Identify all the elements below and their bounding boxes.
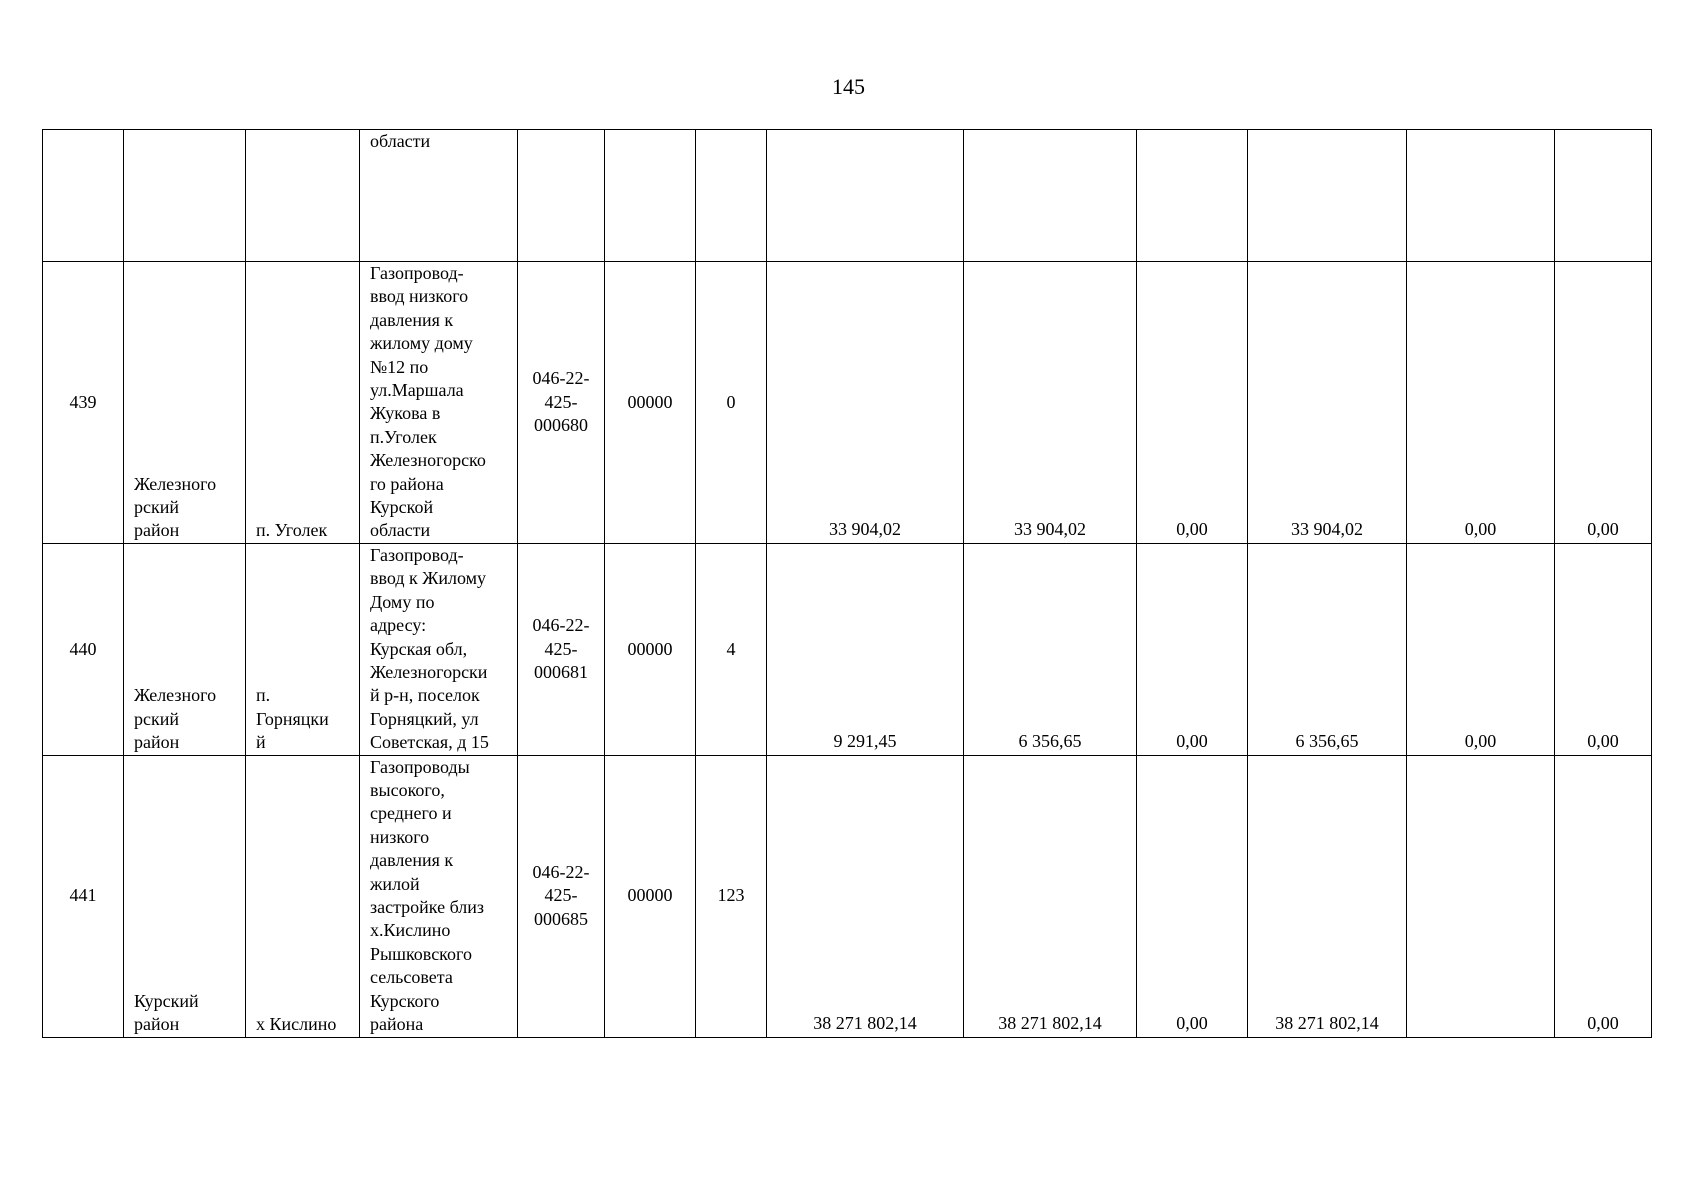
- object-name-text: Газопровод- ввод к Жилому Дому по адресу: Курская обл, Железногорски й р-н, поселок Горняцкий, ул Советская, д 15: [370, 544, 489, 753]
- cell-qty: [696, 755, 767, 1037]
- cell-object-name: [360, 755, 518, 1037]
- cell-district: [124, 262, 246, 544]
- amount-value: 0,00: [1176, 519, 1208, 540]
- cell-amount-3: [1137, 755, 1248, 1037]
- cadastral-code: 046-22- 425- 000680: [532, 368, 590, 436]
- table-row: [43, 262, 1652, 544]
- cell-amount-5: [1407, 130, 1555, 262]
- locality-text: п. Горняцки й: [256, 685, 329, 753]
- cell-amount-3: [1137, 262, 1248, 544]
- cell-amount-6: [1555, 543, 1652, 755]
- amount-value: 9 291,45: [833, 731, 897, 752]
- cadastral-code: 046-22- 425- 000681: [532, 615, 590, 682]
- cell-district: [124, 755, 246, 1037]
- cell-locality: [246, 755, 360, 1037]
- locality-text: п. Уголек: [256, 520, 328, 541]
- cell-zero-code: [605, 543, 696, 755]
- cell-locality: [246, 130, 360, 262]
- amount-value: 6 356,65: [1018, 731, 1082, 752]
- amount-value: 33 904,02: [1014, 519, 1086, 540]
- object-name-text: Газопроводы высокого, среднего и низкого давления к жилой застройке близ х.Кислино Рышковского сельсовета Курского района: [370, 756, 485, 1034]
- amount-value: 38 271 802,14: [813, 1013, 917, 1034]
- cell-amount-4: [1248, 262, 1407, 544]
- district-text: Курский район: [134, 990, 199, 1035]
- cell-qty: [696, 130, 767, 262]
- district-text: Железного рский район: [134, 685, 217, 753]
- cell-amount-1: [767, 262, 964, 544]
- cell-code: [518, 130, 605, 262]
- amount-value: 38 271 802,14: [998, 1013, 1102, 1034]
- cell-code: [518, 755, 605, 1037]
- cell-code: [518, 262, 605, 544]
- row-number: 439: [69, 391, 97, 412]
- cell-locality: [246, 262, 360, 544]
- cell-amount-1: [767, 543, 964, 755]
- cell-amount-3: [1137, 130, 1248, 262]
- cell-num: [43, 755, 124, 1037]
- table-row-continuation: [43, 130, 1652, 262]
- cell-locality: [246, 543, 360, 755]
- cell-amount-2: [964, 755, 1137, 1037]
- cell-amount-2: [964, 543, 1137, 755]
- zero-code: 00000: [627, 391, 673, 412]
- amount-value: 0,00: [1587, 1013, 1619, 1034]
- cell-amount-5: [1407, 262, 1555, 544]
- zero-code: 00000: [627, 638, 673, 659]
- cell-code: [518, 543, 605, 755]
- zero-code: 00000: [627, 885, 673, 906]
- amount-value: 33 904,02: [829, 519, 901, 540]
- cell-zero-code: [605, 262, 696, 544]
- cell-num: [43, 262, 124, 544]
- quantity: 123: [717, 885, 745, 906]
- cell-amount-5: [1407, 543, 1555, 755]
- district-text: Железного рский район: [134, 473, 217, 541]
- cell-qty: [696, 262, 767, 544]
- cell-amount-1: [767, 755, 964, 1037]
- amount-value: 38 271 802,14: [1275, 1013, 1379, 1034]
- cell-num: [43, 543, 124, 755]
- row-number: 440: [69, 638, 97, 659]
- amount-value: 0,00: [1464, 519, 1497, 540]
- cell-amount-2: [964, 130, 1137, 262]
- cell-num: [43, 130, 124, 262]
- amount-value: 0,00: [1176, 1013, 1208, 1034]
- cell-amount-6: [1555, 262, 1652, 544]
- amount-value: 6 356,65: [1295, 731, 1359, 752]
- object-name-text: Газопровод- ввод низкого давления к жилому дому №12 по ул.Маршала Жукова в п.Уголек Железногорско го района Курской области: [370, 263, 486, 541]
- cell-amount-2: [964, 262, 1137, 544]
- cell-amount-6: [1555, 130, 1652, 262]
- cell-amount-1: [767, 130, 964, 262]
- cell-object-name: [360, 130, 518, 262]
- cell-district: [124, 130, 246, 262]
- cell-amount-4: [1248, 130, 1407, 262]
- amount-value: [1407, 1036, 1554, 1037]
- amount-value: 0,00: [1464, 731, 1497, 752]
- table-row: [43, 543, 1652, 755]
- cell-amount-4: [1248, 543, 1407, 755]
- cell-zero-code: [605, 755, 696, 1037]
- registry-table: [42, 129, 1652, 1038]
- cell-object-name: [360, 262, 518, 544]
- table-row: [43, 755, 1652, 1037]
- cell-amount-3: [1137, 543, 1248, 755]
- amount-value: 0,00: [1587, 519, 1619, 540]
- cell-amount-4: [1248, 755, 1407, 1037]
- cell-amount-6: [1555, 755, 1652, 1037]
- cell-district: [124, 543, 246, 755]
- locality-text: х Кислино: [256, 1014, 337, 1035]
- cadastral-code: 046-22- 425- 000685: [532, 861, 590, 929]
- cell-amount-5: [1407, 755, 1555, 1037]
- page-number: 145: [832, 74, 865, 99]
- cell-zero-code: [605, 130, 696, 262]
- quantity: 4: [726, 638, 736, 659]
- amount-value: 33 904,02: [1291, 519, 1363, 540]
- amount-value: 0,00: [1587, 731, 1619, 752]
- cell-qty: [696, 543, 767, 755]
- object-name-text: области: [370, 131, 431, 151]
- row-number: 441: [69, 885, 97, 906]
- cell-object-name: [360, 543, 518, 755]
- quantity: 0: [726, 391, 736, 412]
- amount-value: 0,00: [1176, 731, 1208, 752]
